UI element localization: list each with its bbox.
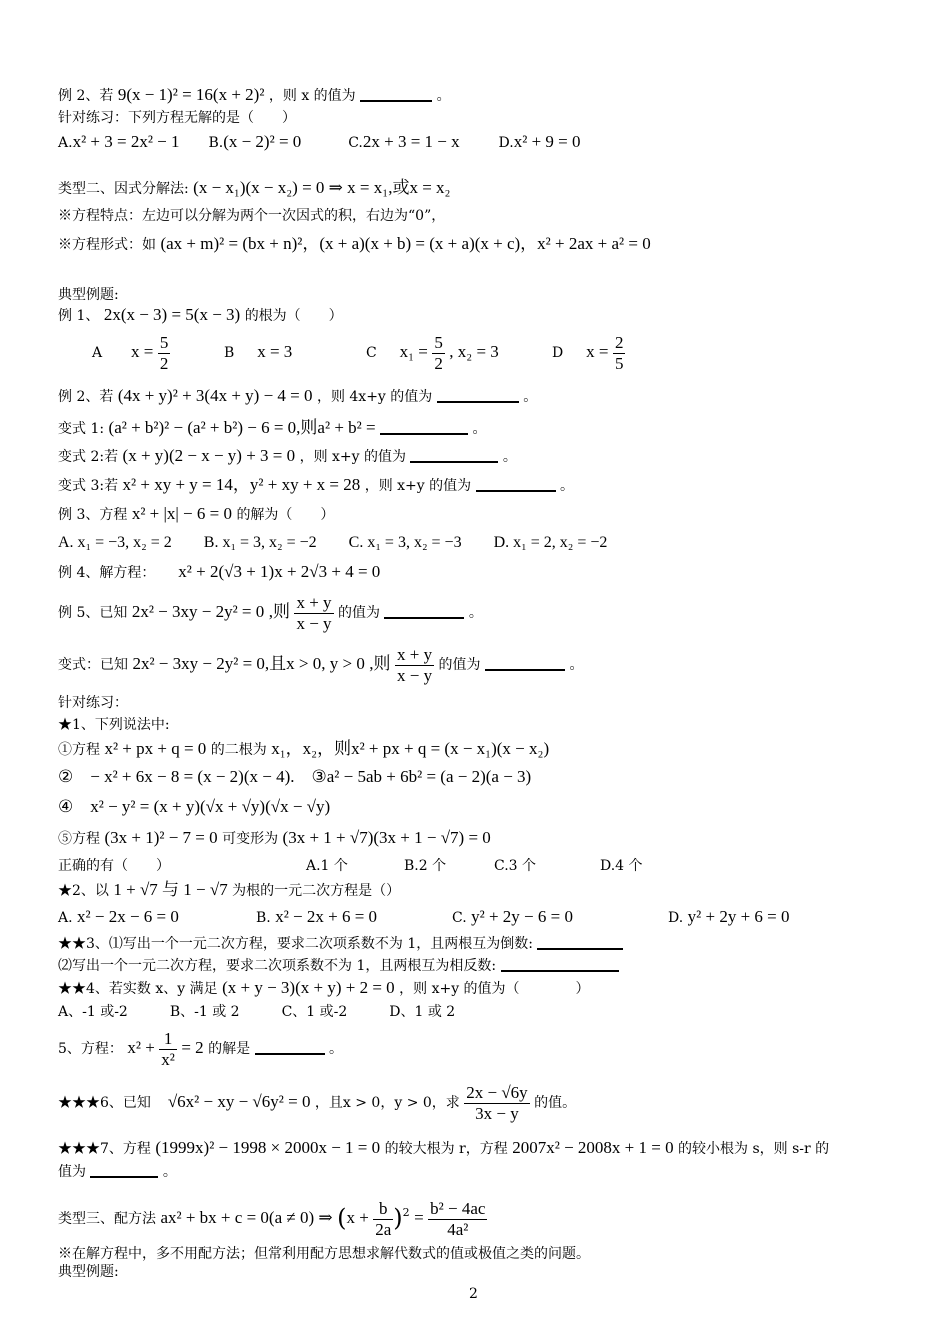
typical-examples-title: 典型例题: <box>58 287 119 303</box>
answer-blank[interactable] <box>410 447 498 463</box>
answer-blank[interactable] <box>476 476 556 492</box>
star-7-line-2: 值为 。 <box>58 1164 177 1180</box>
example-1-option-b: B x = 3 <box>224 342 293 361</box>
answer-blank[interactable] <box>501 956 619 972</box>
answer-blank[interactable] <box>437 387 519 403</box>
page-number: 2 <box>469 1286 478 1302</box>
equation: (4x + y)² + 3(4x + y) − 4 = 0 <box>117 386 313 405</box>
star-1-option-a: A.1 个 <box>306 858 348 874</box>
star-2-option-b: B. x² − 2x + 6 = 0 <box>256 907 378 926</box>
fraction: $\frac{1}{\text{x²}}$ <box>161 1028 175 1069</box>
practice-options: A.x² + 3 = 2x² − 1 B.(x − 2)² = 0 C.2x + 3 = 1 − x D.x² + 9 = 0 <box>58 132 581 151</box>
star-1-title: ★1、下列说法中: <box>58 717 170 733</box>
equation-feature-note: ※方程特点：左边可以分解为两个一次因式的积，右边为“0”， <box>58 208 446 224</box>
fraction: $\frac{x + y}{x - y}$ <box>296 592 332 633</box>
option-a-equation: x² + 3 = 2x² − 1 <box>72 132 180 151</box>
fraction: $\frac{b}{2a}$ <box>375 1198 392 1239</box>
star-7-line: ★★★7、方程 (1999x)² − 1998 × 2000x − 1 = 0 的较大根为 r，方程 2007x² − 2008x + 1 = 0 的较小根为 s，则 s-r 的 <box>58 1138 830 1157</box>
fraction: $\frac{\text{b² − 4ac}}{\text{4a²}}$ <box>430 1198 486 1239</box>
star-2-line: ★2、以 1 + √7 与 1 − √7 为根的一元二次方程是（） <box>58 880 401 899</box>
variant-3-line: 变式 3:若 x² + xy + y = 14，y² + xy + x = 28 ，则 x+y 的值为 。 <box>58 475 575 494</box>
example-4-line: 例 4、解方程： x² + 2(√3 + 1)x + 2√3 + 4 = 0 <box>58 562 381 581</box>
star-1-option-d: D.4 个 <box>600 858 643 874</box>
answer-blank[interactable] <box>537 934 623 950</box>
fraction: $\frac{5}{2}$ <box>434 332 443 373</box>
question-5-line: 5、方程： x² + $\frac{1}{\text{x²}}$ = 2 的解是 。 <box>58 1028 344 1069</box>
fraction: $\frac{x + y}{x - y}$ <box>397 644 433 685</box>
star-1-option-c: C.3 个 <box>494 858 537 874</box>
star-1-item-5: ⑤方程 (3x + 1)² − 7 = 0 可变形为 (3x + 1 + √7)(3x + 1 − √7) = 0 <box>58 828 491 847</box>
star-4-options: A、-1 或-2 B、-1 或 2 C、1 或-2 D、1 或 2 <box>58 1004 456 1020</box>
option-b-equation: (x − 2)² = 0 <box>223 132 302 151</box>
example-5-line: 例 5、已知 2x² − 3xy − 2y² = 0 ,则 $\frac{x + y}{x - y}$ 的值为 。 <box>58 592 483 633</box>
equation: x² + |x| − 6 = 0 <box>131 504 232 523</box>
example-1-option-a: A x = $\frac{5}{2}$ <box>92 332 169 373</box>
variant-1-line: 变式 1: (a² + b²)² − (a² + b²) − 6 = 0,则a² + b² = 。 <box>58 418 487 437</box>
option-d-equation: x² + 9 = 0 <box>513 132 581 151</box>
star-3-part-1: ★★3、⑴写出一个一元二次方程，要求二次项系数不为 1，且两根互为倒数: <box>58 934 623 954</box>
label: 例 2、若 <box>58 88 114 104</box>
fraction: $\frac{5}{2}$ <box>159 332 169 373</box>
variant-line: 变式：已知 2x² − 3xy − 2y² = 0,且x > 0, y > 0 ,则 $\frac{x + y}{x - y}$ 的值为 。 <box>58 644 584 685</box>
star-1-item-1: ①方程 x² + px + q = 0 的二根为 x₁，x₂，则x² + px + q = (x − x₁)(x − x₂) <box>58 739 550 758</box>
example-1-option-d: D x = $\frac{2}{5}$ <box>552 332 624 373</box>
option-c-equation: 2x + 3 = 1 − x <box>362 132 460 151</box>
example-1-option-c: C x₁ = $\frac{5}{2}$ , x₂ = 3 <box>366 332 499 373</box>
equation-form-note: ※方程形式：如 (ax + m)² = (bx + n)²，(x + a)(x + b) = (x + a)(x + c)，x² + 2ax + a² = 0 <box>58 234 651 253</box>
answer-blank[interactable] <box>485 655 565 671</box>
star-2-option-d: D. y² + 2y + 6 = 0 <box>668 907 790 926</box>
star-1-item-4: ④ x² − y² = (x + y)(√x + √y)(√x − √y) <box>58 797 331 816</box>
star-6-line: ★★★6、已知 √6x² − xy − √6y² = 0 ，且x > 0，y > 0，求 $\frac{2x - √6y}{3x - y}$ 的值。 <box>58 1082 577 1123</box>
answer-blank[interactable] <box>380 419 468 435</box>
equation: (a² + b²)² − (a² + b²) − 6 = 0,则a² + b² = <box>108 418 376 437</box>
example-3-line: 例 3、方程 x² + |x| − 6 = 0 的解为（ ） <box>58 504 335 523</box>
variant-2-line: 变式 2:若 (x + y)(2 − x − y) + 3 = 0 ，则 x+y 的值为 。 <box>58 446 517 465</box>
star-1-item-2-3: ② − x² + 6x − 8 = (x − 2)(x − 4). ③a² − 5ab + 6b² = (a − 2)(a − 3) <box>58 767 532 786</box>
star-2-option-c: C. y² + 2y − 6 = 0 <box>452 907 573 926</box>
example-3-options: A. x₁ = −3, x₂ = 2 B. x₁ = 3, x₂ = −2 C. x₁ = 3, x₂ = −3 D. x₁ = 2, x₂ = −2 <box>58 534 608 551</box>
star-3-part-2: ⑵写出一个一元二次方程，要求二次项系数不为 1，且两根互为相反数: <box>58 956 619 976</box>
equation: 2x² − 3xy − 2y² = 0,且x > 0, y > 0 <box>132 654 365 673</box>
answer-blank[interactable] <box>90 1162 158 1178</box>
practice-title: 针对练习：下列方程无解的是（ ） <box>58 110 296 126</box>
type-two-heading: 类型二、因式分解法: (x − x₁)(x − x₂) = 0 ⇒ x = x₁,或x = x₂ <box>58 178 451 197</box>
equation: x² + 2(√3 + 1)x + 2√3 + 4 = 0 <box>178 562 381 581</box>
equation: 9(x − 1)² = 16(x + 2)² <box>117 85 265 104</box>
star-4-line: ★★4、若实数 x、y 满足 (x + y − 3)(x + y) + 2 = 0 ，则 x+y 的值为（ ） <box>58 978 590 997</box>
typical-examples-title-2: 典型例题: <box>58 1264 119 1280</box>
fraction: $\frac{2}{5}$ <box>614 332 624 373</box>
equation: (x + y)(2 − x − y) + 3 = 0 <box>122 446 296 465</box>
example-2-line: 例 2、若 9(x − 1)² = 16(x + 2)² ，则 x 的值为 。 <box>58 85 451 104</box>
answer-blank[interactable] <box>384 603 464 619</box>
example-1-line: 例 1、 2x(x − 3) = 5(x − 3) 的根为（ ） <box>58 305 343 324</box>
form-equations: (ax + m)² = (bx + n)²，(x + a)(x + b) = (x + a)(x + c)，x² + 2ax + a² = 0 <box>160 234 651 253</box>
example-2b-line: 例 2、若 (4x + y)² + 3(4x + y) − 4 = 0 ，则 4x+y 的值为 。 <box>58 386 538 405</box>
star-2-option-a: A. x² − 2x − 6 = 0 <box>58 907 179 926</box>
equation: 2x² − 3xy − 2y² = 0 <box>131 602 265 621</box>
label: ，则 x 的值为 <box>268 88 356 104</box>
answer-blank[interactable] <box>360 86 432 102</box>
factor-method-equation: (x − x₁)(x − x₂) = 0 ⇒ x = x₁,或x = x₂ <box>193 178 451 197</box>
type-three-note: ※在解方程中，多不用配方法；但常利用配方思想求解代数式的值或极值之类的问题。 <box>58 1246 590 1262</box>
equation: x² + xy + y = 14，y² + xy + x = 28 <box>122 475 361 494</box>
star-1-correct-label: 正确的有（ ） <box>58 858 170 874</box>
equation: 2x(x − 3) = 5(x − 3) <box>103 305 241 324</box>
type-three-heading: 类型三、配方法 ax² + bx + c = 0(a ≠ 0) ⇒ (x + $\frac{b}{2a}$ )$^2$ = $\frac{\text{b² − 4ac}}{\text{4a²}}$ <box>58 1198 486 1239</box>
answer-blank[interactable] <box>255 1039 325 1055</box>
fraction: $\frac{2x - √6y}{3x - y}$ <box>466 1082 528 1123</box>
practice-2-title: 针对练习： <box>58 695 128 711</box>
star-1-option-b: B.2 个 <box>404 858 447 874</box>
